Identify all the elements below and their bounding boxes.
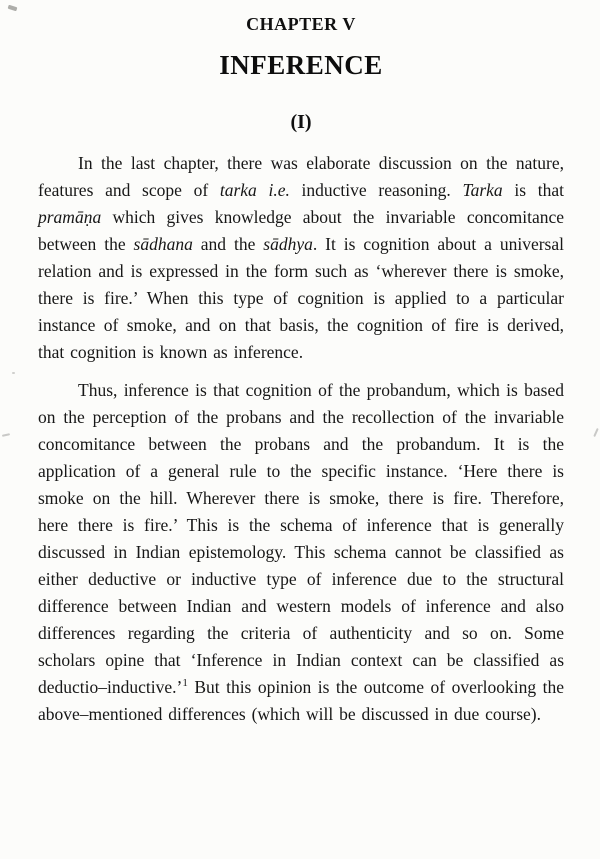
scan-artifact: [2, 433, 10, 437]
scan-artifact: [8, 5, 18, 12]
body-text: [38, 150, 564, 728]
scan-artifact: [593, 428, 598, 437]
scan-artifact: [12, 372, 15, 374]
paragraph-2: Thus, inference is that cognition of the probandum, which is based on the perception of the probans and the recollection of the invariable concomitance between the probans and the probandum. It is the application of a general rule to the specific instance. ‘Here there is smoke on the hill. Wherever there is smoke, there is fire. Therefore, here there is fire.’ This is the schema of inference that is generally discussed in Indian epistemology. This schema cannot be classified as either deductive or inductive type of inference due to the structural difference between Indian and western models of inference and also differences regarding the criteria of authenticity and so on. Some scholars opine that ‘Inference in Indian context can be classified as deductio–inductive.’$^1$ But this opinion is the outcome of overlooking the above–mentioned differences (which will be discussed in due course).: [38, 380, 564, 724]
section-number: (I): [290, 111, 312, 133]
chapter-heading: CHAPTER V: [246, 14, 356, 34]
paragraph-1: In the last chapter, there was elaborate discussion on the nature, features and scope of tarka i.e. inductive reasoning. Tarka is that pramāṇa which gives knowledge about the invariable concomitance between the sādhana and the sādhya. It is cognition about a universal relation and is expressed in the form such as ‘wherever there is smoke, there is fire.’ When this type of cognition is applied to a particular instance of smoke, and on that basis, the cognition of fire is derived, that cognition is known as inference.: [38, 153, 565, 362]
chapter-title: INFERENCE: [219, 50, 383, 80]
